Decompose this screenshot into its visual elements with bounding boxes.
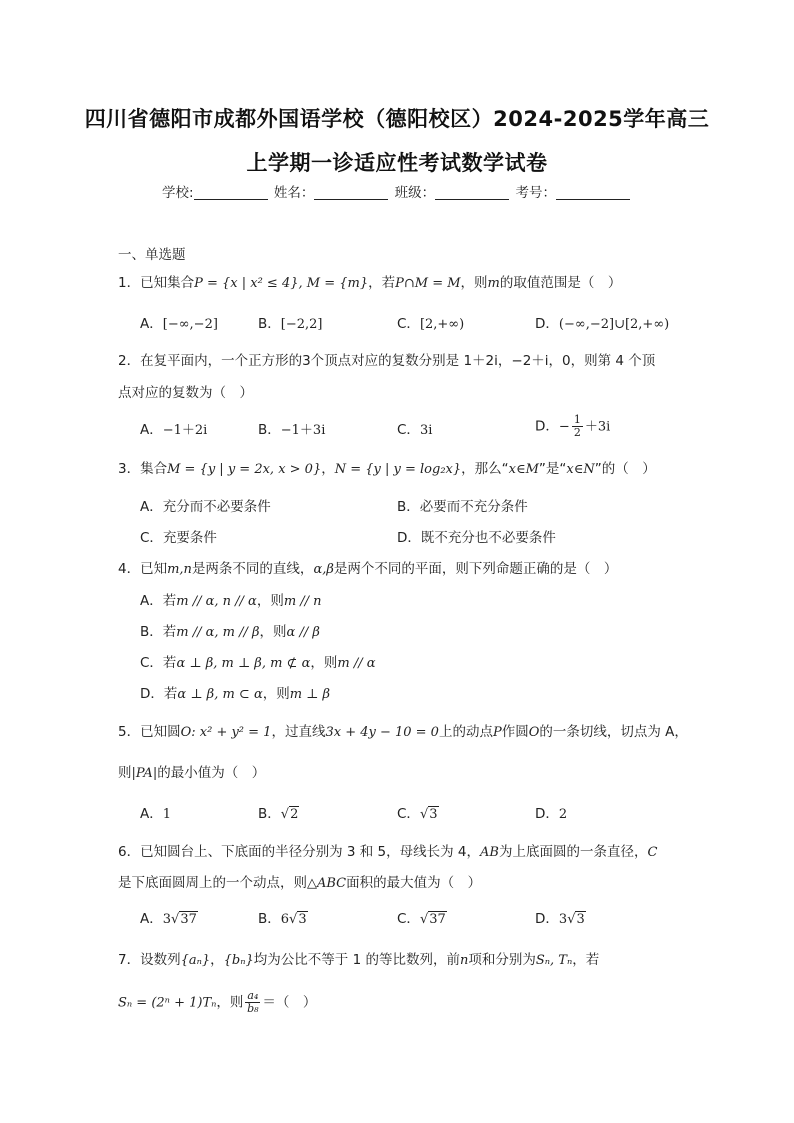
q5-option-a[interactable]: A．1 — [140, 806, 172, 822]
question-6-line1: 6．已知圆台上、下底面的半径分别为 3 和 5，母线长为 4，AB为上底面圆的一条直径，C — [118, 844, 658, 860]
question-4: 4．已知m,n是两条不同的直线，α,β是两个不同的平面，则下列命题正确的是（ ） — [118, 561, 618, 577]
question-2-line2: 点对应的复数为（ ） — [118, 385, 253, 401]
q2-option-c[interactable]: C．3i — [397, 422, 433, 438]
q2-option-a[interactable]: A．−1＋2i — [140, 422, 208, 438]
q1-option-d[interactable]: D．(−∞,−2]∪[2,+∞) — [535, 316, 670, 332]
q3-option-a[interactable]: A．充分而不必要条件 — [140, 499, 271, 515]
q5-option-b[interactable]: B．√2 — [258, 806, 299, 822]
question-2-line1: 2．在复平面内，一个正方形的3个顶点对应的复数分别是 1＋2i，−2＋i，0，则第 4 个顶 — [118, 353, 656, 369]
q5-option-d[interactable]: D．2 — [535, 806, 568, 822]
q4-option-c[interactable]: C．若α ⊥ β, m ⊥ β, m ⊄ α，则m // α — [140, 655, 376, 671]
question-3: 3．集合M = {y | y = 2x, x > 0}，N = {y | y = log₂x}，那么“x∈M”是“x∈N”的（ ） — [118, 461, 656, 477]
class-blank[interactable] — [435, 185, 509, 200]
question-7-line1: 7．设数列{aₙ}，{bₙ}均为公比不等于 1 的等比数列，前n项和分别为Sₙ, Tₙ，若 — [118, 952, 600, 968]
q6-option-d[interactable]: D．3√3 — [535, 911, 585, 927]
school-blank[interactable] — [194, 185, 268, 200]
number-blank[interactable] — [556, 185, 630, 200]
q3-option-c[interactable]: C．充要条件 — [140, 530, 217, 546]
question-7-line2: Sₙ = (2ⁿ + 1)Tₙ，则 $\frac{\text{a₄}}{\text{b₈}}$ ＝（ ） — [118, 989, 317, 1015]
q4-option-d[interactable]: D．若α ⊥ β, m ⊂ α，则m ⊥ β — [140, 686, 331, 702]
question-6-line2: 是下底面圆周上的一个动点，则△ABC面积的最大值为（ ） — [118, 875, 482, 891]
q6-option-c[interactable]: C．√37 — [397, 911, 446, 927]
q4-option-a[interactable]: A．若m // α, n // α，则m // n — [140, 593, 322, 609]
class-label: 班级： — [394, 185, 436, 201]
school-label: 学校: — [162, 185, 194, 201]
q6-option-b[interactable]: B．6√3 — [258, 911, 307, 927]
student-info-line — [0, 181, 794, 201]
q6-option-a[interactable]: A．3√37 — [140, 911, 197, 927]
q3-option-d[interactable]: D．既不充分也不必要条件 — [397, 530, 556, 546]
q1-option-b[interactable]: B．[−2,2] — [258, 316, 323, 332]
question-5-line1: 5．已知圆O: x² + y² = 1，过直线3x + 4y − 10 = 0上的动点P作圆O的一条切线，切点为 A， — [118, 724, 688, 740]
section-title: 一、单选题 — [118, 247, 186, 263]
q4-option-b[interactable]: B．若m // α, m // β，则α // β — [140, 624, 320, 640]
fraction: $\frac{\text{a₄}}{\text{b₈}}$ — [247, 989, 259, 1015]
fraction: $\frac{1}{2}$ — [573, 413, 581, 439]
q3-option-b[interactable]: B．必要而不充分条件 — [397, 499, 528, 515]
exam-title-line1: 四川省德阳市成都外国语学校（德阳校区）2024-2025学年高三 — [84, 107, 710, 131]
question-1: 1．已知集合P = {x | x² ≤ 4}, M = {m}，若P∩M = M，则m的取值范围是（ ） — [118, 275, 622, 291]
name-label: 姓名： — [273, 185, 315, 201]
q5-option-c[interactable]: C．√3 — [397, 806, 438, 822]
name-blank[interactable] — [314, 185, 388, 200]
number-label: 考号： — [515, 185, 556, 201]
q2-option-b[interactable]: B．−1＋3i — [258, 422, 326, 438]
exam-title-line2: 上学期一诊适应性考试数学试卷 — [246, 151, 548, 175]
q1-option-a[interactable]: A．[−∞,−2] — [140, 316, 218, 332]
question-5-line2: 则|PA|的最小值为（ ） — [118, 765, 266, 781]
q1-option-c[interactable]: C．[2,+∞) — [397, 316, 465, 332]
q2-option-d[interactable]: D．− $\frac{1}{2}$ ＋3i — [535, 413, 611, 439]
